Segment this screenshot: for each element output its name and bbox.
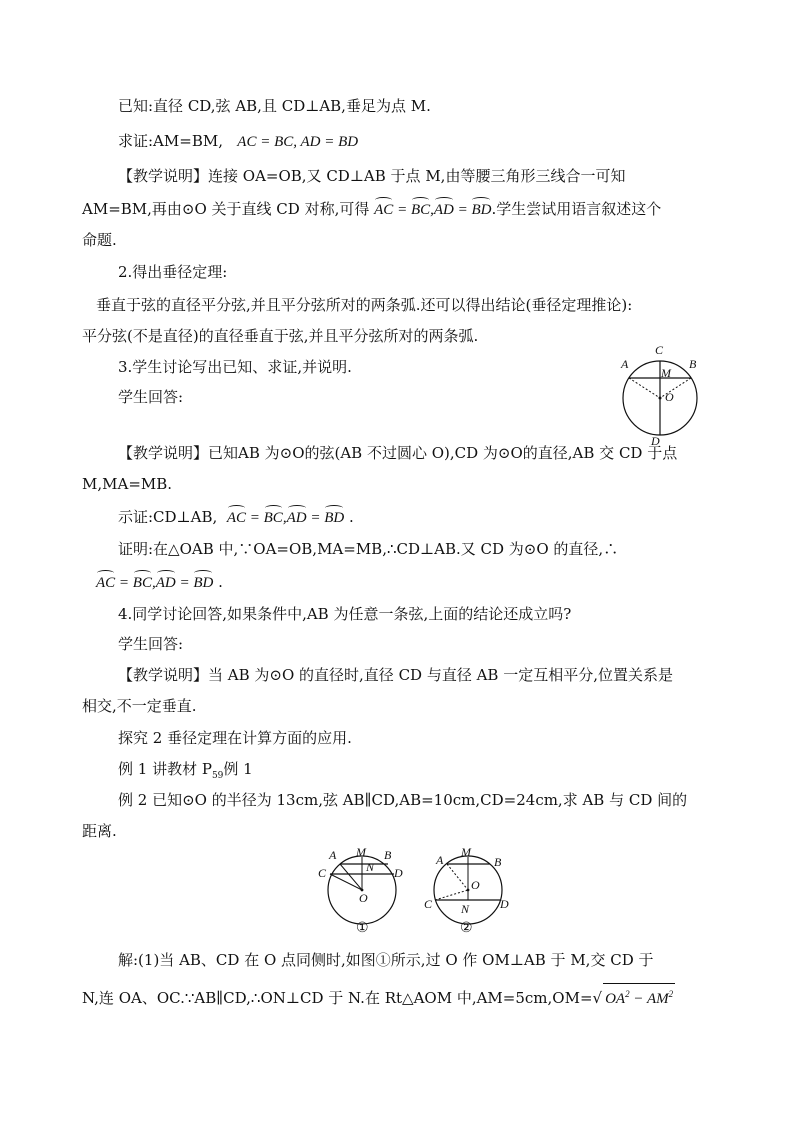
eq-sign: = bbox=[246, 510, 264, 526]
label-d: D bbox=[394, 866, 403, 880]
example2-line2: 距离. bbox=[82, 822, 117, 840]
label-m: M bbox=[461, 846, 471, 859]
eq-sign: = bbox=[306, 510, 325, 526]
example1-page: 59 bbox=[211, 771, 224, 781]
label-d: D bbox=[651, 434, 660, 446]
label-c: C bbox=[424, 897, 433, 911]
label-m: M bbox=[661, 366, 671, 380]
arc-ac: AC bbox=[96, 575, 116, 591]
teaching-note-3-line2: 相交,不一定垂直. bbox=[82, 697, 197, 715]
label-b: B bbox=[384, 848, 392, 862]
arc-ad: AD bbox=[286, 510, 307, 526]
eq-sign: = bbox=[393, 202, 411, 218]
segment-oc bbox=[435, 890, 468, 900]
label-b: B bbox=[494, 855, 502, 869]
arc-bc: BC bbox=[410, 202, 431, 218]
arc-bd: BD bbox=[471, 202, 492, 218]
example2-line1: 例 2 已知⊙O 的半径为 13cm,弦 AB∥CD,AB=10cm,CD=24cm,求 AB 与 CD 间的 bbox=[118, 791, 688, 809]
step2-title: 2.得出垂径定理: bbox=[118, 263, 228, 281]
teaching-note-2-line2: M,MA=MB. bbox=[82, 475, 173, 493]
solution-line2 bbox=[82, 983, 675, 1009]
given-line: 已知:直径 CD,弦 AB,且 CD⊥AB,垂足为点 M. bbox=[118, 97, 431, 115]
example1-line bbox=[118, 759, 253, 786]
segment-oa bbox=[447, 864, 468, 890]
solution-line1: 解:(1)当 AB、CD 在 O 点同侧时,如图①所示,过 O 作 OM⊥AB 于 M,交 CD 于 bbox=[118, 951, 654, 969]
teaching-note-2-line1: 【教学说明】已知AB 为⊙O的弦(AB 不过圆心 O),CD 为⊙O的直径,AB 交 CD 于点 bbox=[118, 444, 678, 462]
teaching-note-3-line1: 【教学说明】当 AB 为⊙O 的直径时,直径 CD 与直径 AB 一定互相平分,位置关系是 bbox=[118, 666, 673, 684]
arc-bd: BD bbox=[324, 510, 345, 526]
prove-line bbox=[118, 131, 358, 152]
explore2-title: 探究 2 垂径定理在计算方面的应用. bbox=[118, 729, 352, 747]
label-b: B bbox=[689, 357, 697, 371]
step4-title: 4.同学讨论回答,如果条件中,AB 为任意一条弦,上面的结论还成立吗? bbox=[118, 605, 572, 623]
label-d: D bbox=[500, 897, 509, 911]
segment-oa bbox=[629, 378, 660, 398]
figure-caption-1: ① bbox=[356, 920, 369, 936]
center-point bbox=[467, 889, 470, 892]
arc-bc: BC bbox=[263, 510, 283, 526]
arc-ad: AD bbox=[433, 202, 454, 218]
theorem-line2: 平分弦(不是直径)的直径垂直于弦,并且平分弦所对的两条弧. bbox=[82, 327, 479, 345]
show-line bbox=[118, 507, 354, 528]
arc-bc: BC bbox=[132, 575, 152, 591]
comma: , bbox=[430, 202, 434, 218]
label-n: N bbox=[461, 902, 470, 916]
proof-line1: 证明:在△OAB 中,∵OA=OB,MA=MB,∴CD⊥AB.又 CD 为⊙O 的直径,∴ bbox=[118, 540, 619, 558]
comma: , bbox=[282, 510, 287, 526]
segment-oa bbox=[340, 864, 362, 890]
theorem-line1: 垂直于弦的直径平分弦,并且平分弦所对的两条弧.还可以得出结论(垂径定理推论): bbox=[96, 296, 633, 314]
sqrt-term-am: AM bbox=[646, 991, 669, 1007]
period: . bbox=[344, 508, 354, 526]
show-lead: 示证:CD⊥AB, bbox=[118, 508, 218, 526]
arc-ac: AC bbox=[374, 202, 394, 218]
label-o: O bbox=[471, 878, 480, 892]
arc-bd: BD bbox=[193, 575, 214, 591]
example1-text: 例 1 讲教材 P bbox=[118, 760, 212, 778]
solution-line2-text: N,连 OA、OC.∵AB∥CD,∴ON⊥CD 于 N.在 Rt△AOM 中,AM=5cm,OM= bbox=[82, 989, 593, 1007]
segment-oc bbox=[330, 874, 362, 890]
eq-sign: = bbox=[453, 202, 472, 218]
label-m: M bbox=[356, 846, 366, 859]
step4-answer: 学生回答: bbox=[118, 635, 184, 653]
prove-arcs: AC = BC, AD = BD bbox=[237, 134, 359, 150]
minus-sign: − bbox=[629, 991, 647, 1007]
label-a: A bbox=[329, 848, 337, 862]
arc-ac: AC bbox=[226, 510, 247, 526]
exp-2: 2 bbox=[668, 989, 674, 999]
teaching-note-1-text-a: AM=BM,再由⊙O 关于直线 CD 对称,可得 bbox=[82, 200, 370, 218]
step3-answer: 学生回答: bbox=[118, 388, 184, 406]
label-c: C bbox=[655, 343, 664, 357]
eq-sign: = bbox=[115, 575, 133, 591]
label-c: C bbox=[318, 866, 327, 880]
sqrt-term-oa: OA bbox=[605, 991, 626, 1007]
label-a: A bbox=[621, 357, 629, 371]
arc-ad: AD bbox=[155, 575, 176, 591]
exp-1: 2 bbox=[625, 989, 630, 999]
teaching-note-1-text-b: .学生尝试用语言叙述这个 bbox=[491, 200, 662, 218]
label-a: A bbox=[436, 853, 444, 867]
figure-caption-2: ② bbox=[460, 920, 473, 936]
teaching-note-1-line1: 【教学说明】连接 OA=OB,又 CD⊥AB 于点 M,由等腰三角形三线合一可知 bbox=[118, 167, 626, 185]
sqrt-sign: √ bbox=[592, 989, 603, 1007]
proof-line2 bbox=[96, 572, 223, 593]
period: . bbox=[213, 573, 223, 591]
teaching-note-1-line2 bbox=[82, 199, 661, 220]
teaching-note-1-line3: 命题. bbox=[82, 231, 117, 249]
sqrt-radicand bbox=[603, 983, 675, 1009]
label-o: O bbox=[359, 891, 368, 905]
label-o: O bbox=[665, 390, 674, 404]
step3-title: 3.学生讨论写出已知、求证,并说明. bbox=[118, 358, 352, 376]
figure-circle-diameter bbox=[614, 342, 706, 446]
example1-tail: 例 1 bbox=[223, 760, 253, 778]
label-n: N bbox=[366, 860, 375, 874]
prove-lead: 求证:AM=BM, bbox=[118, 132, 223, 150]
eq-sign: = bbox=[175, 575, 194, 591]
center-point bbox=[659, 397, 662, 400]
comma: , bbox=[151, 575, 156, 591]
